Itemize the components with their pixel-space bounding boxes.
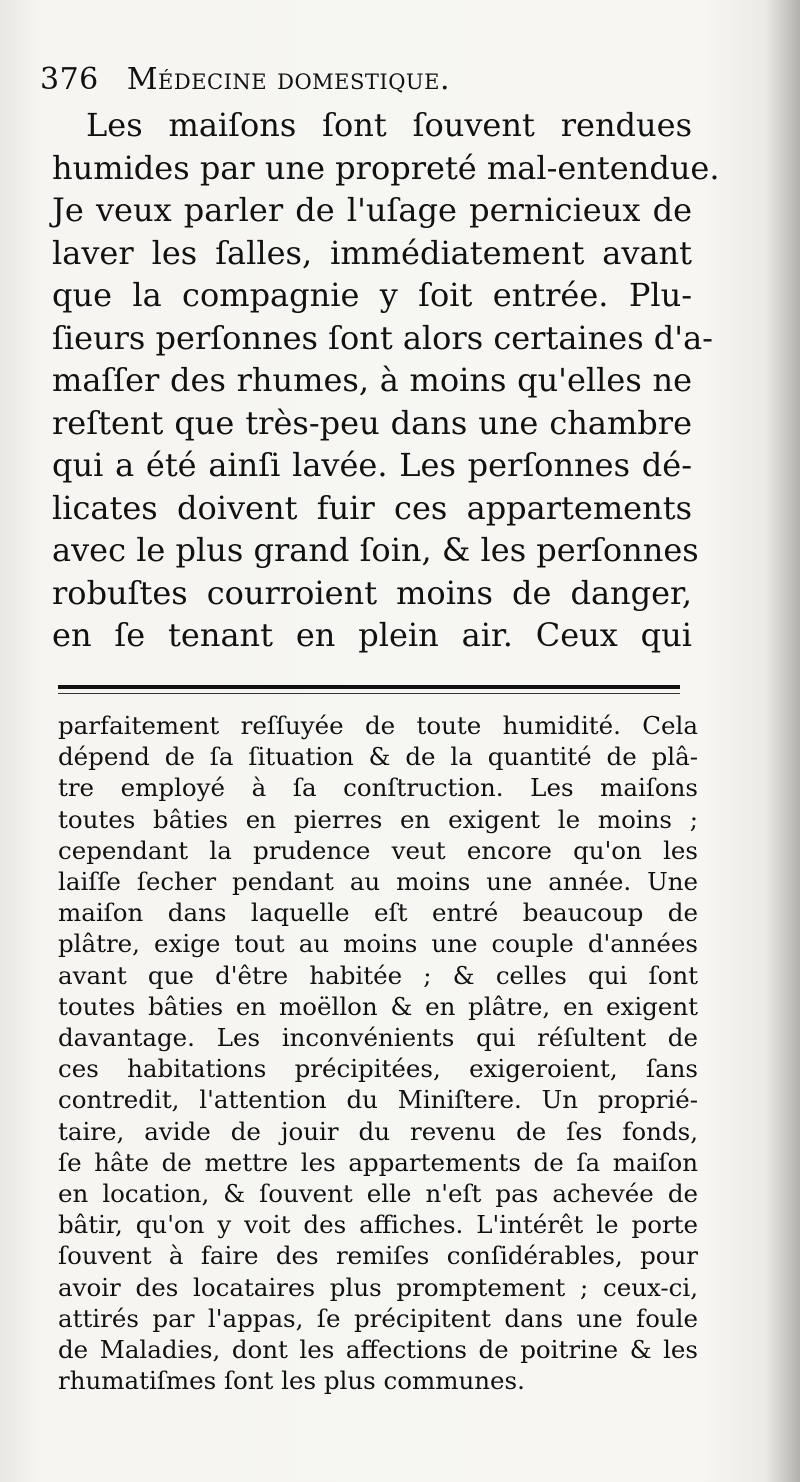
footnote-line: ſe hâte de mettre les appartements de ſa maiſon <box>58 1147 698 1177</box>
text-line: maſſer des rhumes, à moins qu'elles ne <box>52 361 692 399</box>
footnote-line: attirés par l'appas, ſe précipitent dans une foule <box>58 1303 698 1333</box>
footnote-line: avant que d'être habitée ; & celles qui ſont <box>58 960 698 990</box>
footnote-line: rhumatiſmes ſont les plus communes. <box>58 1366 525 1396</box>
text-line: licates doivent fuir ces appartements <box>52 488 692 527</box>
text-line: qui a été ainſi lavée. Les perſonnes dé- <box>52 446 692 484</box>
text-line: en ſe tenant en plein air. Ceux qui <box>52 616 692 654</box>
footnote-line: en location, & ſouvent elle n'eſt pas achevée de <box>58 1179 698 1209</box>
text-line: Les maiſons ſont ſouvent rendues <box>86 106 692 144</box>
footnote-line: ces habitations précipitées, exigeroient, ſans <box>58 1054 698 1084</box>
text-line: laver les ſalles, immédiatement avant <box>52 233 692 272</box>
footnote-line: toutes bâties en pierres en exigent le moins ; <box>58 804 698 834</box>
footnote-line: taire, avide de jouir du revenu de ſes fonds, <box>58 1116 698 1146</box>
text-line: avec le plus grand ſoin, & les perſonnes <box>52 531 699 569</box>
footnote-line: cependant la prudence veut encore qu'on les <box>58 835 698 865</box>
page-edge-shadow <box>766 0 800 1482</box>
page-header <box>40 62 760 97</box>
text-line: humides par une propreté mal-entendue. <box>52 148 720 187</box>
text-line: reſtent que très-peu dans une chambre <box>52 403 692 442</box>
text-line: que la compagnie y ſoit entrée. Plu- <box>52 276 692 314</box>
footnote-separator-rule <box>58 685 680 689</box>
text-line: Je veux parler de l'uſage pernicieux de <box>52 191 692 229</box>
footnote-line: avoir des locataires plus promptement ; ceux-ci, <box>58 1272 698 1302</box>
footnote-line: tre employé à ſa conſtruction. Les maiſons <box>58 773 698 803</box>
footnote-line: plâtre, exige tout au moins une couple d'années <box>58 929 698 959</box>
footnote-line: davantage. Les inconvénients qui réſultent de <box>58 1023 698 1053</box>
footnote <box>58 710 698 1396</box>
footnote-line: laiſſe ſecher pendant au moins une année. Une <box>58 867 698 897</box>
footnote-line: maiſon dans laquelle eſt entré beaucoup de <box>58 898 698 928</box>
running-head: Médecine domestique. <box>126 62 450 97</box>
text-line: ſieurs perſonnes ſont alors certaines d'a- <box>52 318 713 357</box>
footnote-line: toutes bâties en moëllon & en plâtre, en exigent <box>58 991 698 1021</box>
footnote-line: bâtir, qu'on y voit des affiches. L'intérêt le porte <box>58 1210 698 1240</box>
main-text <box>52 104 720 657</box>
footnote-separator-thin-rule <box>58 693 680 694</box>
text-line: robuſtes courroient moins de danger, <box>52 573 692 612</box>
footnote-line: contredit, l'attention du Miniſtere. Un proprié- <box>58 1085 698 1115</box>
footnote-line: parfaitement reſſuyée de toute humidité. Cela <box>58 711 698 740</box>
footnote-line: dépend de ſa ſituation & de la quantité de plâ- <box>58 742 698 772</box>
footnote-line: ſouvent à faire des remiſes conſidérables, pour <box>58 1241 698 1271</box>
page-number: 376 <box>40 62 99 97</box>
footnote-line: de Maladies, dont les affections de poitrine & les <box>58 1335 698 1365</box>
